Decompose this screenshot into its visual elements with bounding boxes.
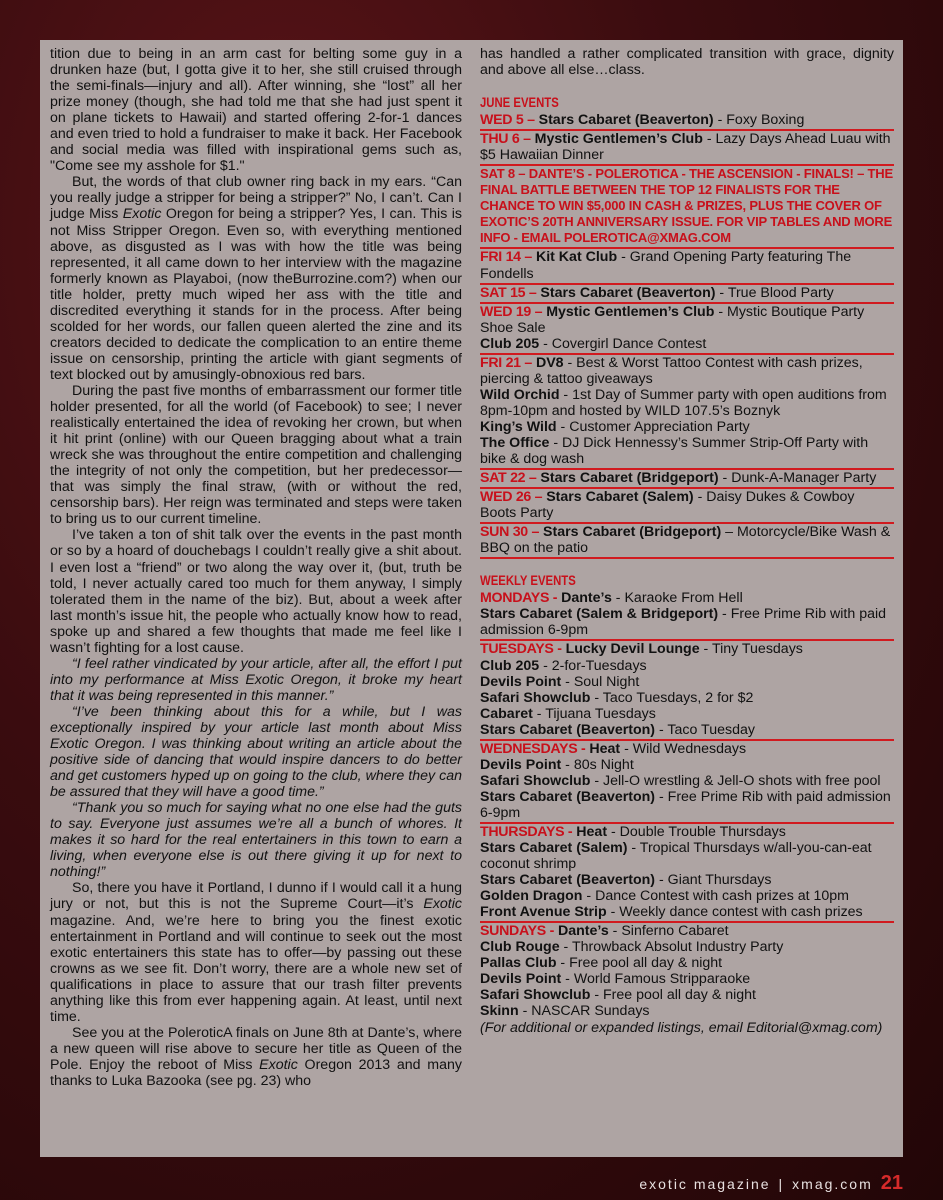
article-paragraph: But, the words of that club owner ring back in my ears. “Can you really judge a stripper for being a stripper?” No, I can’t. Can I judge Miss Exotic Oregon for being a stripper? Yes, I can. This is not Miss Stripper Oregon. Even so, with everything mentioned above, as disgusted as I was with how the title was being represented, it all came down to her interview with the magazine formerly known as Playaboi, (now theBurrozine.com?) when our title holder, pretty much wiped her ass with the title and discredited everything it stands for in the process. After being scolded for her words, our fallen queen alerted the zine and its creators decided to dedicate the complication to an entire theme issue on censorship, printing the article with giant segments of text blocked out by amusingly-obnoxious red bars. bbox=[50, 174, 462, 383]
weekly-events-heading: WEEKLY EVENTS bbox=[480, 573, 576, 589]
event-listing-featured: SAT 8 – DANTE’S - POLEROTICA - THE ASCENSION - FINALS! – THE FINAL BATTLE BETWEEN THE TOP 12 FINALISTS FOR THE CHANCE TO WIN $5,000 IN CASH & PRIZES, PLUS THE COVER OF EXOTIC’S 20TH ANNIVERSARY ISSUE. FOR VIP TABLES AND MORE INFO - EMAIL POLEROTICA@XMAG.COM bbox=[480, 166, 894, 249]
event-listing: FRI 21 – DV8 - Best & Worst Tattoo Contest with cash prizes, piercing & tattoo giveaways Wild Orchid - 1st Day of Summer party with open auditions from 8pm-10pm and hosted by WILD 107.5’s Boznyk King’s Wild - Customer Appreciation Party The Office - DJ Dick Hennessy’s Summer Strip-Off Party with bike & dog wash bbox=[480, 355, 894, 470]
event-listing: SAT 22 – Stars Cabaret (Bridgeport) - Dunk-A-Manager Party bbox=[480, 470, 894, 489]
event-listing: WEDNESDAYS - Heat - Wild Wednesdays Devils Point - 80s Night Safari Showclub - Jell-O wrestling & Jell-O shots with free pool Stars Cabaret (Beaverton) - Free Prime Rib with paid admission 6-9pm bbox=[480, 741, 894, 824]
article-column bbox=[50, 46, 462, 1089]
event-listing: SUNDAYS - Dante’s - Sinferno Cabaret Club Rouge - Throwback Absolut Industry Party Pallas Club - Free pool all day & night Devils Point - World Famous Stripparaoke Safari Showclub - Free pool all day & night Skinn - NASCAR Sundays bbox=[480, 923, 784, 1020]
footer-separator: | bbox=[778, 1176, 785, 1192]
article-paragraph: I’ve taken a ton of shit talk over the events in the past month or so by a hoard of douchebags I couldn’t really give a shit about. I even lost a “friend” or two along the way over it, (but, truth be told, I never actually cared too much for them anyway, I simply tolerated them in the name of the biz). But, about a week after last month’s issue hit, the people who actually know how to read, spoke up and shared a few thoughts that made me feel like I wasn’t fighting for a lost cause. bbox=[50, 527, 462, 656]
event-listing: WED 26 – Stars Cabaret (Salem) - Daisy Dukes & Cowboy Boots Party bbox=[480, 489, 894, 524]
reader-quote: “I’ve been thinking about this for a while, but I was exceptionally inspired by your article last month about Miss Exotic Oregon. I was thinking about writing an article about the positive side of dancing that would inspire dancers to do better and get customers hyped up on going to the club, where they can be assured that they will have a good time.” bbox=[50, 703, 462, 801]
events-column bbox=[480, 46, 894, 1036]
website-link[interactable]: xmag.com bbox=[792, 1176, 873, 1192]
article-paragraph: So, there you have it Portland, I dunno if I would call it a hung jury or not, but this is not the Supreme Court—it’s Exotic magazine. And, we’re here to bring you the finest exotic entertainment in Portland and will continue to seek out the most exotic entertainers this state has to offer—by passing out these crowns as we see fit. Don’t worry, there are a whole new set of qualifications in place to assure that our trash filter prevents anything like this from ever happening again. At least, until next time. bbox=[50, 880, 462, 1025]
page-footer bbox=[639, 1172, 903, 1195]
event-listing: THU 6 – Mystic Gentlemen’s Club - Lazy Days Ahead Luau with $5 Hawaiian Dinner bbox=[480, 131, 894, 166]
reader-quote: “Thank you so much for saying what no one else had the guts to say. Everyone just assumes we’re all a bunch of whores. It makes it so hard for the real entertainers in this town to earn a living, when everyone else is out there giving it up for next to nothing!” bbox=[50, 800, 462, 881]
article-paragraph: See you at the PoleroticA finals on June 8th at Dante’s, where a new queen will rise above to secure her title as Queen of the Pole. Enjoy the reboot of Miss Exotic Oregon 2013 and many thanks to Luka Bazooka (see pg. 23) who bbox=[50, 1024, 462, 1089]
june-events-heading: JUNE EVENTS bbox=[480, 95, 559, 111]
article-paragraph: has handled a rather complicated transition with grace, dignity and above all else…class. bbox=[480, 46, 894, 79]
article-paragraph: tition due to being in an arm cast for belting some guy in a drunken haze (but, I gotta give it to her, she still cruised through the semi-finals—injury and all). After winning, she “lost” all her prize money (though, she had told me that she had just spent it on plane tickets to Hawaii) and started offering 2-for-1 dances and even tried to hold a fundraiser to make it back. Her Facebook and social media was filled with inspirational gems such as, "Come see my asshole for $1." bbox=[50, 46, 462, 175]
event-listing: FRI 14 – Kit Kat Club - Grand Opening Party featuring The Fondells bbox=[480, 249, 894, 284]
event-listing: TUESDAYS - Lucky Devil Lounge - Tiny Tuesdays Club 205 - 2-for-Tuesdays Devils Point - Soul Night Safari Showclub - Taco Tuesdays, 2 for $2 Cabaret - Tijuana Tuesdays Stars Cabaret (Beaverton) - Taco Tuesday bbox=[480, 641, 894, 740]
magazine-name: exotic magazine bbox=[639, 1176, 771, 1192]
event-listing: WED 19 – Mystic Gentlemen’s Club - Mystic Boutique Party Shoe Sale Club 205 - Covergirl Dance Contest bbox=[480, 304, 894, 355]
event-listing: SUN 30 – Stars Cabaret (Bridgeport) – Motorcycle/Bike Wash & BBQ on the patio bbox=[480, 524, 894, 559]
page-number: 21 bbox=[880, 1172, 903, 1194]
event-listing: WED 5 – Stars Cabaret (Beaverton) - Foxy Boxing bbox=[480, 112, 894, 131]
article-paragraph: During the past five months of embarrassment our former title holder presented, for all the world (of Facebook) to see; I never realistically entertained the idea of revoking her crown, but when it hit print (online) with our Queen bragging about what a train wreck she was throughout the entire competition and challenging the integrity of not only the competition, but her predecessor—that was simply the final straw, (with or without the red, censorship bars). Her reign was terminated and steps were taken to bring us to our current timeline. bbox=[50, 382, 462, 528]
reader-quote: “I feel rather vindicated by your article, after all, the effort I put into my performance at Miss Exotic Oregon, it broke my heart that it was being represented in this manner.” bbox=[50, 655, 462, 704]
event-listing: THURSDAYS - Heat - Double Trouble Thursdays Stars Cabaret (Salem) - Tropical Thursdays w/all-you-can-eat coconut shrimp Stars Cabaret (Beaverton) - Giant Thursdays Golden Dragon - Dance Contest with cash prizes at 10pm Front Avenue Strip - Weekly dance contest with cash prizes bbox=[480, 824, 894, 923]
event-listing: SAT 15 – Stars Cabaret (Beaverton) - True Blood Party bbox=[480, 285, 894, 304]
listings-note: (For additional or expanded listings, email Editorial@xmag.com) bbox=[480, 1019, 883, 1036]
event-listing: MONDAYS - Dante’s - Karaoke From Hell Stars Cabaret (Salem & Bridgeport) - Free Prime Rib with paid admission 6-9pm bbox=[480, 590, 894, 641]
